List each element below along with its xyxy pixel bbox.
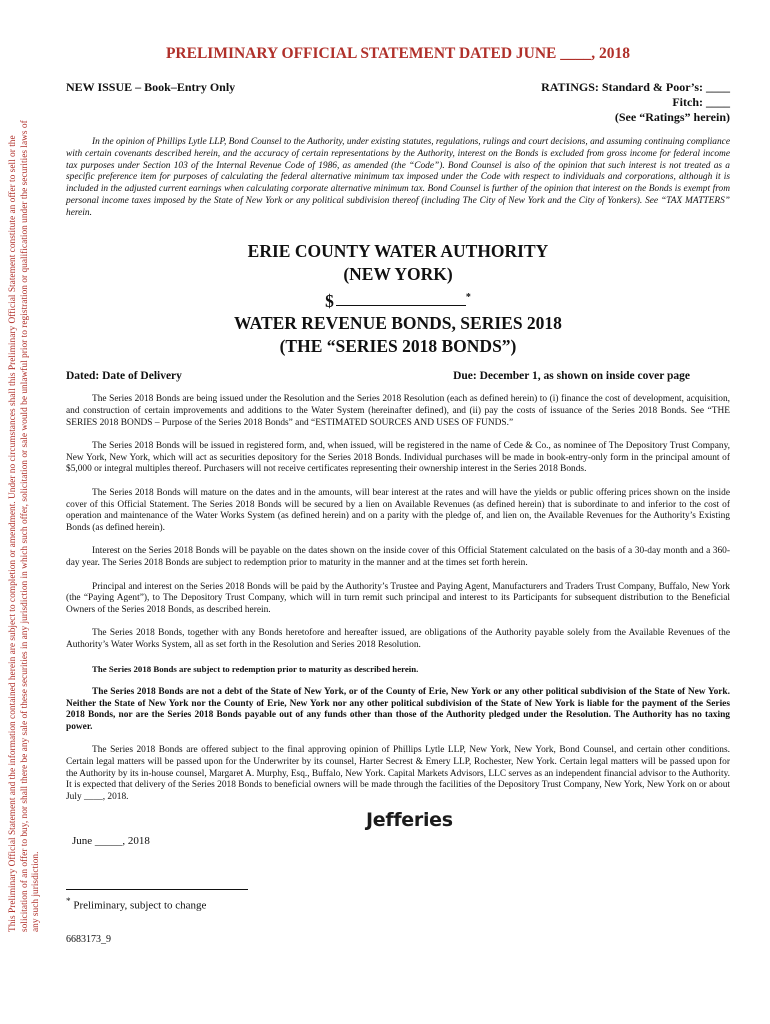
- side-disclaimer-line-1: This Preliminary Official Statement and the information contained herein are subject to completion or amendment. Under no circumstances shall this Preliminary Official Statement constitute an offer to sell or the: [8, 135, 18, 932]
- paragraph-payment: Principal and interest on the Series 2018 Bonds will be paid by the Authority’s Trustee and Paying Agent, Manufacturers and Traders Trust Company, Buffalo, New York (the “Paying Agent”), to The Depository Trust Company, which will in turn remit such principal and interest to its Participants for subsequent distribution to the Beneficial Owners of the Series 2018 Bonds, as described herein.: [66, 581, 730, 615]
- amount-blank: [336, 289, 466, 306]
- paragraph-obligations: The Series 2018 Bonds, together with any Bonds heretofore and hereafter issued, are obligations of the Authority payable solely from the Available Revenues of the Authority’s Water Works System, all as set forth in the Resolution and Series 2018 Resolution.: [66, 628, 730, 650]
- bond-short-name: (THE “SERIES 2018 BONDS”): [279, 336, 517, 357]
- footnote-mark: *: [66, 896, 71, 907]
- paragraph-legal: The Series 2018 Bonds are offered subject to the final approving opinion of Phillips Lytle LLP, New York, New York, Bond Counsel, and certain other conditions. Certain legal matters will be passed upon for the Underwriter by its counsel, Harter Secrest & Emery LLP, Rochester, New York. Certain legal matters will be passed upon for the Authority by its in-house counsel, Margaret A. Murphy, Esq., Buffalo, New York. Capital Markets Advisors, LLC serves as an independent financial advisor to the Authority. It is expected that delivery of the Series 2018 Bonds to beneficial owners will be made through the facilities of the Depository Trust Company, New York, New York on or about July ____, 2018.: [66, 745, 730, 802]
- issuer-name: ERIE COUNTY WATER AUTHORITY: [247, 240, 549, 261]
- dated-label: Dated: Date of Delivery: [66, 370, 182, 383]
- bond-title: WATER REVENUE BONDS, SERIES 2018: [234, 313, 562, 334]
- ratings-sp: RATINGS: Standard & Poor’s: ____: [541, 80, 730, 94]
- ratings-block: [541, 80, 730, 125]
- dates-row: [66, 370, 730, 382]
- paragraph-redemption: The Series 2018 Bonds are subject to redemption prior to maturity as described herein.: [92, 663, 419, 674]
- issuer-state: (NEW YORK): [343, 263, 453, 284]
- side-disclaimer-line-3: any such jurisdiction.: [31, 851, 41, 932]
- paragraph-maturity: The Series 2018 Bonds will mature on the dates and in the amounts, will bear interest at the rates and will have the yields or public offering prices shown on the inside cover of this Official Statement. The Series 2018 Bonds will be secured by a lien on Available Revenues (as defined herein) that is subordinate to and inferior to the cost of operation and maintenance of the Water Works System (as defined herein) and on a parity with the pledge of, and lien on, the Available Revenues for the Authority’s Existing Bonds (as defined herein).: [66, 487, 730, 533]
- dollar-sign: $: [325, 290, 334, 311]
- new-issue-label: NEW ISSUE – Book–Entry Only: [66, 80, 236, 94]
- paragraph-registration: The Series 2018 Bonds will be issued in registered form, and, when issued, will be registered in the name of Cede & Co., as nominee of The Depository Trust Company, New York, New York, which will act as securities depository for the Series 2018 Bonds. Individual purchases will be made in book-entry-only form in the principal amount of $5,000 or integral multiples thereof. Purchasers will not receive certificates representing their ownership interest in the Series 2018 Bonds.: [66, 441, 730, 475]
- date-line: June _____, 2018: [72, 835, 150, 848]
- ratings-fitch: Fitch: ____: [672, 95, 730, 109]
- document-page: [66, 40, 730, 945]
- amount-asterisk: *: [465, 291, 471, 303]
- footnote-divider: [66, 889, 248, 890]
- footnote-text: Preliminary, subject to change: [70, 900, 207, 913]
- underwriter-row: [66, 803, 730, 853]
- side-disclaimer: [8, 22, 52, 932]
- paragraph-interest: Interest on the Series 2018 Bonds will be payable on the dates shown on the inside cover of this Official Statement calculated on the basis of a 30-day month and a 360-day year. The Series 2018 Bonds are subject to redemption prior to maturity in the manner and at the times set forth herein.: [66, 546, 730, 568]
- preliminary-title: PRELIMINARY OFFICIAL STATEMENT DATED JUNE ____, 2018: [165, 45, 631, 62]
- bond-heading: [66, 240, 730, 359]
- side-disclaimer-line-2: solicitation of an offer to buy, nor shall there be any sale of these securities in any jurisdiction in which such offer, solicitation or sale would be unlawful prior to registration or qualification under the securities laws of: [19, 120, 30, 932]
- due-label: Due: December 1, as shown on inside cover page: [453, 370, 690, 383]
- tax-opinion: In the opinion of Phillips Lytle LLP, Bond Counsel to the Authority, under existing statutes, regulations, rulings and court decisions, and assuming continuing compliance with certain covenants described herein, and the accuracy of certain representations by the Authority, interest on the Bonds is excluded from gross income for federal income tax purposes under Section 103 of the Internal Revenue Code of 1986, as amended (the “Code”). Bond Counsel is also of the opinion that such interest is not treated as a specific preference item for purposes of calculating the federal alternative minimum tax imposed under the Code with respect to individuals and corporations, although it is included in the adjusted current earnings when calculating corporate alternative minimum tax. Bond Counsel is further of the opinion that interest on the Bonds is exempt from personal income taxes imposed by the State of New York or any political subdivision thereof (including The City of New York and the City of Yonkers). See “TAX MATTERS” herein.: [66, 137, 730, 218]
- footnote: [66, 896, 730, 912]
- paragraph-purpose: The Series 2018 Bonds are being issued under the Resolution and the Series 2018 Resolution (each as defined herein) to (i) finance the cost of development, acquisition, and construction of certain improvements and additions to the Water System (hereinafter defined), and (ii) pay the costs of issuance of the Series 2018 Bonds. See “THE SERIES 2018 BONDS – Purpose of the Series 2018 Bonds” and “ESTIMATED SOURCES AND USES OF FUNDS.”: [66, 394, 730, 428]
- document-number: 6683173_9: [66, 934, 111, 946]
- issue-row: [66, 80, 730, 125]
- principal-amount-line: [66, 286, 730, 313]
- ratings-see: (See “Ratings” herein): [614, 110, 730, 124]
- jefferies-logo: Jefferies: [366, 809, 453, 832]
- paragraph-not-debt: The Series 2018 Bonds are not a debt of the State of New York, or of the County of Erie, New York or any other political subdivision of the State of New York. Neither the State of New York nor the County of Erie, New York nor any other political subdivision of the State of New York is liable for the payment of the Series 2018 Bonds, nor are the Series 2018 Bonds payable out of any funds other than those of the Authority pledged under the Resolution. The Authority has no taxing power.: [66, 687, 730, 732]
